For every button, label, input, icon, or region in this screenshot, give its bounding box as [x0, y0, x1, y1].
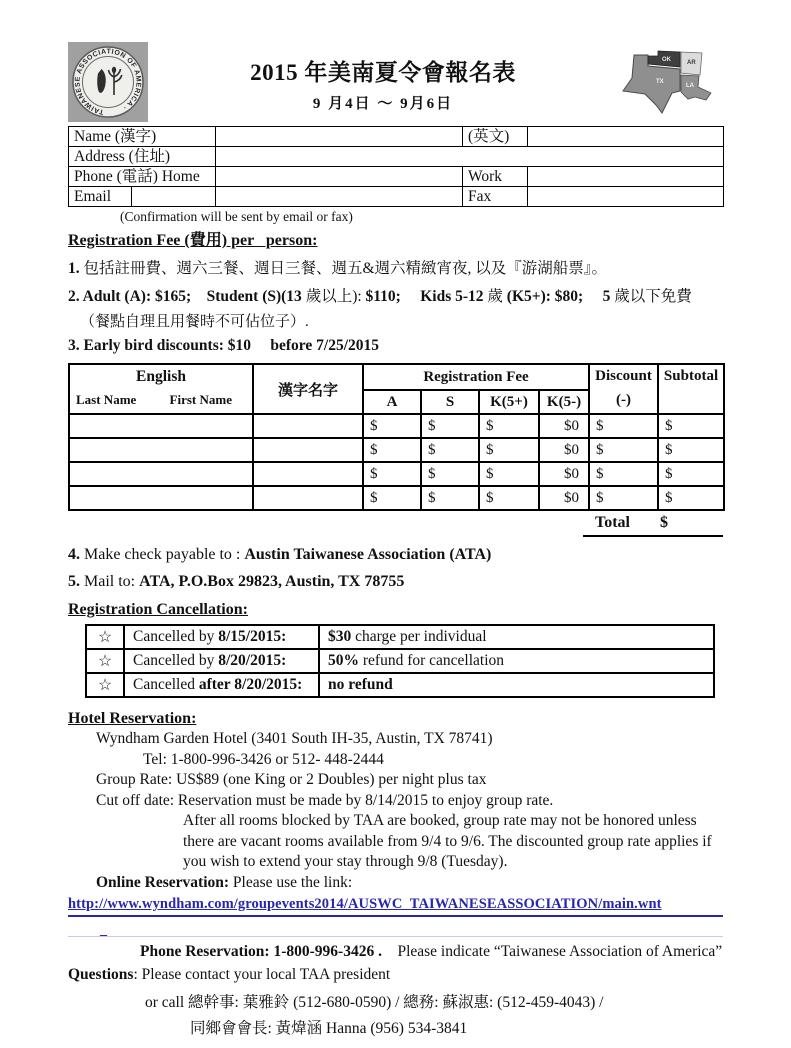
fee-item-2-seg: (K5+): $80; 5	[506, 288, 615, 305]
taa-seal-logo	[68, 42, 148, 122]
form-header	[68, 42, 723, 122]
fee-k5minus-cell[interactable]: $0	[539, 462, 589, 486]
confirmation-note: (Confirmation will be sent by email or fax)	[120, 209, 353, 224]
fee-item-1-text: 包括註冊費、週六三餐、週日三餐、週五&週六精緻宵夜, 以及『游湖船票』。	[83, 260, 608, 277]
cancel-when-text: Cancelled by	[133, 652, 219, 669]
name-cjk-label: Name (漢字)	[69, 127, 216, 147]
fee-item-2-seg: 2. Adult (A): $165; Student (S)(13	[68, 288, 306, 305]
star-icon: ☆	[86, 649, 124, 673]
col-a-header: A	[363, 390, 421, 414]
name-en-label: (英文)	[463, 127, 528, 147]
table-row	[69, 147, 724, 167]
link-continuation-row	[68, 921, 723, 937]
table-row	[69, 127, 724, 147]
discount-minus-sign: (-)	[616, 392, 632, 408]
mailing-address: ATA, P.O.Box 29823, Austin, TX 78755	[139, 573, 405, 590]
phone-work-input-cell[interactable]	[528, 167, 724, 187]
table-row	[69, 187, 724, 207]
cancel-policy-amount: $30	[328, 628, 352, 645]
event-dates: 9 月4日 ～ 9月6日	[312, 96, 454, 112]
questions-label: Questions	[68, 966, 134, 983]
phone-reservation-line	[140, 943, 723, 961]
col-k5plus-header: K(5+)	[479, 390, 539, 414]
col-s-header: S	[421, 390, 479, 414]
fee-item-3: 3. Early bird discounts: $10 before 7/25/2015	[68, 337, 380, 354]
payment-item-4	[68, 546, 723, 564]
item-4-text: Make check payable to :	[80, 546, 245, 563]
cancellation-row-2	[86, 649, 714, 673]
attendee-row-4	[69, 486, 724, 510]
cjk-name-entry-cell[interactable]	[253, 486, 363, 510]
hotel-telephone: Tel: 1-800-996-3426 or 512- 448-2444	[143, 750, 384, 768]
cancel-deadline	[124, 649, 319, 673]
total-label: Total	[595, 514, 630, 531]
fee-a-cell[interactable]: $	[363, 414, 421, 438]
contact-officers-line: or call 總幹事: 葉雅鈴 (512-680-0590) / 總務: 蘇淑惠: (512-459-4043) /	[145, 994, 604, 1011]
fee-item-2-seg: 歲以下免費	[614, 288, 692, 305]
cjk-name-entry-cell[interactable]	[253, 414, 363, 438]
hotel-note-2: there are vacant rooms available from 9/4 to 9/6. The discounted group rate applies if	[183, 832, 712, 850]
map-label-ok: OK	[662, 57, 671, 63]
name-entry-cell[interactable]	[69, 438, 253, 462]
questions-line	[68, 966, 723, 984]
payment-item-5	[68, 573, 723, 591]
name-entry-cell[interactable]	[69, 486, 253, 510]
star-icon: ☆	[86, 625, 124, 649]
item-5-number: 5.	[68, 573, 80, 590]
cancel-when-text: Cancelled	[133, 676, 199, 693]
item-4-number: 4.	[68, 546, 80, 563]
cancel-policy-amount: 50%	[328, 652, 359, 669]
contact-president-line: 同鄉會會長: 黃煒涵 Hanna (956) 534-3841	[190, 1020, 468, 1037]
map-label-ar: AR	[687, 60, 696, 66]
english-name-header-cell	[69, 364, 253, 414]
hotel-note-3: you wish to extend your stay through 9/8 (Tuesday).	[183, 853, 508, 870]
email-input-cell-2[interactable]	[216, 187, 463, 207]
map-label-la: LA	[686, 83, 694, 89]
fee-item-1-number: 1.	[68, 260, 84, 277]
discount-cell[interactable]: $	[589, 462, 658, 486]
payee-name: Austin Taiwanese Association (ATA)	[244, 546, 492, 563]
map-label-tx: TX	[656, 79, 664, 85]
fee-k5minus-cell[interactable]: $0	[539, 486, 589, 510]
total-row	[583, 511, 723, 537]
cancel-policy	[319, 649, 714, 673]
cancel-policy	[319, 673, 714, 697]
subtotal-cell[interactable]: $	[658, 438, 724, 462]
phone-home-label: Phone (電話) Home	[69, 167, 216, 187]
cancel-deadline	[124, 625, 319, 649]
phone-home-input-cell[interactable]	[216, 167, 463, 187]
fee-item-2-seg: 歲	[487, 288, 507, 305]
cancellation-heading: Registration Cancellation:	[68, 601, 248, 618]
fee-k5plus-cell[interactable]: $	[479, 438, 539, 462]
subtotal-header: Subtotal	[658, 364, 724, 414]
cancel-when-text: Cancelled by	[133, 628, 219, 645]
fee-s-cell[interactable]: $	[421, 486, 479, 510]
name-entry-cell[interactable]	[69, 414, 253, 438]
fee-item-2-seg: 歲以上):	[305, 288, 366, 305]
phone-reservation-label: Phone Reservation: 1-800-996-3426 .	[140, 943, 382, 960]
cancel-deadline	[124, 673, 319, 697]
discount-header-cell	[589, 364, 658, 414]
subtotal-cell[interactable]: $	[658, 462, 724, 486]
fee-k5minus-cell[interactable]: $0	[539, 438, 589, 462]
link-continuation[interactable]: _	[100, 923, 107, 938]
address-label: Address (住址)	[69, 147, 216, 167]
cancel-policy	[319, 625, 714, 649]
fee-k5minus-cell[interactable]: $0	[539, 414, 589, 438]
fee-item-2-note: （餐點自理且用餐時不可佔位子）.	[80, 314, 309, 330]
col-k5minus-header: K(5-)	[539, 390, 589, 414]
subtotal-cell[interactable]: $	[658, 486, 724, 510]
item-5-text: Mail to:	[80, 573, 140, 590]
cjk-name-entry-cell[interactable]	[253, 462, 363, 486]
fee-a-cell[interactable]: $	[363, 438, 421, 462]
total-value[interactable]: $	[659, 514, 668, 531]
cancel-when-date: after 8/20/2015:	[198, 676, 303, 693]
registration-table	[68, 363, 725, 511]
page-title: 2015 年美南夏令會報名表	[250, 60, 516, 85]
attendee-row-3	[69, 462, 724, 486]
online-reservation-label: Online Reservation:	[96, 873, 233, 891]
cjk-name-entry-cell[interactable]	[253, 438, 363, 462]
fax-input-cell[interactable]	[528, 187, 724, 207]
attendee-row-2	[69, 438, 724, 462]
questions-text: : Please contact your local TAA president	[133, 966, 391, 983]
email-input-cell-1[interactable]	[132, 187, 216, 207]
address-input-cell[interactable]	[216, 147, 724, 167]
fee-item-2	[68, 284, 723, 306]
name-entry-cell[interactable]	[69, 462, 253, 486]
cancellation-table	[85, 624, 715, 698]
cjk-name-header: 漢字名字	[253, 364, 363, 414]
hotel-booking-link-row	[68, 895, 723, 917]
attendee-row-1	[69, 414, 724, 438]
name-en-input-cell[interactable]	[528, 127, 724, 147]
cancel-policy-text: charge per individual	[351, 628, 487, 645]
discount-cell[interactable]: $	[589, 438, 658, 462]
discount-cell[interactable]: $	[589, 414, 658, 438]
title-block	[148, 42, 618, 113]
cancel-when-date: 8/20/2015:	[218, 652, 287, 669]
contact-info-table	[68, 126, 724, 207]
hotel-section	[68, 710, 723, 961]
fee-k5plus-cell[interactable]: $	[479, 414, 539, 438]
registration-fee-header: Registration Fee	[363, 364, 589, 390]
english-header: English	[136, 368, 186, 385]
cancellation-row-3	[86, 673, 714, 697]
registration-fee-heading: Registration Fee (費用) per person:	[68, 232, 318, 249]
fee-k5plus-cell[interactable]: $	[479, 486, 539, 510]
hotel-booking-link[interactable]: http://www.wyndham.com/groupevents2014/AUSWC_TAIWANESEASSOCIATION/main.wnt	[68, 896, 662, 912]
hotel-cutoff-date: Cut off date: Reservation must be made by 8/14/2015 to enjoy group rate.	[96, 791, 554, 809]
online-reservation-line	[96, 873, 723, 893]
hotel-name-address: Wyndham Garden Hotel (3401 South IH-35, Austin, TX 78741)	[96, 730, 493, 747]
fee-item-1	[68, 256, 723, 278]
fee-s-cell[interactable]: $	[421, 462, 479, 486]
south-states-map	[618, 48, 723, 118]
star-icon: ☆	[86, 673, 124, 697]
hotel-note-1: After all rooms blocked by TAA are booked, group rate may not be honored unless	[183, 812, 697, 829]
discount-cell[interactable]: $	[589, 486, 658, 510]
subtotal-cell[interactable]: $	[658, 414, 724, 438]
fee-s-cell[interactable]: $	[421, 438, 479, 462]
hotel-heading: Hotel Reservation:	[68, 710, 197, 727]
fee-s-cell[interactable]: $	[421, 414, 479, 438]
cancel-when-date: 8/15/2015:	[218, 628, 287, 645]
name-cjk-input-cell[interactable]	[216, 127, 463, 147]
cancel-policy-text: refund for cancellation	[359, 652, 505, 669]
table-header-row	[69, 364, 724, 390]
table-row	[69, 167, 724, 187]
phone-reservation-text: Please indicate “Taiwanese Association of America”	[381, 943, 723, 960]
fee-k5plus-cell[interactable]: $	[479, 462, 539, 486]
email-label: Email	[69, 187, 132, 207]
phone-work-label: Work	[463, 167, 528, 187]
online-reservation-text: Please use the link:	[232, 873, 353, 891]
fee-a-cell[interactable]: $	[363, 462, 421, 486]
first-name-header: First Name	[169, 392, 232, 407]
fee-a-cell[interactable]: $	[363, 486, 421, 510]
discount-header: Discount	[595, 368, 652, 384]
fee-item-2-seg: $110; Kids 5-12	[365, 288, 488, 305]
fax-label: Fax	[463, 187, 528, 207]
last-name-header: Last Name	[76, 392, 137, 407]
hotel-group-rate: Group Rate: US$89 (one King or 2 Doubles) per night plus tax	[96, 771, 487, 788]
cancellation-row-1	[86, 625, 714, 649]
seal-circular-text: TAIWANESE ASSOCIATION OF AMERICA ·	[74, 48, 142, 116]
cancel-policy-amount: no refund	[328, 676, 393, 693]
